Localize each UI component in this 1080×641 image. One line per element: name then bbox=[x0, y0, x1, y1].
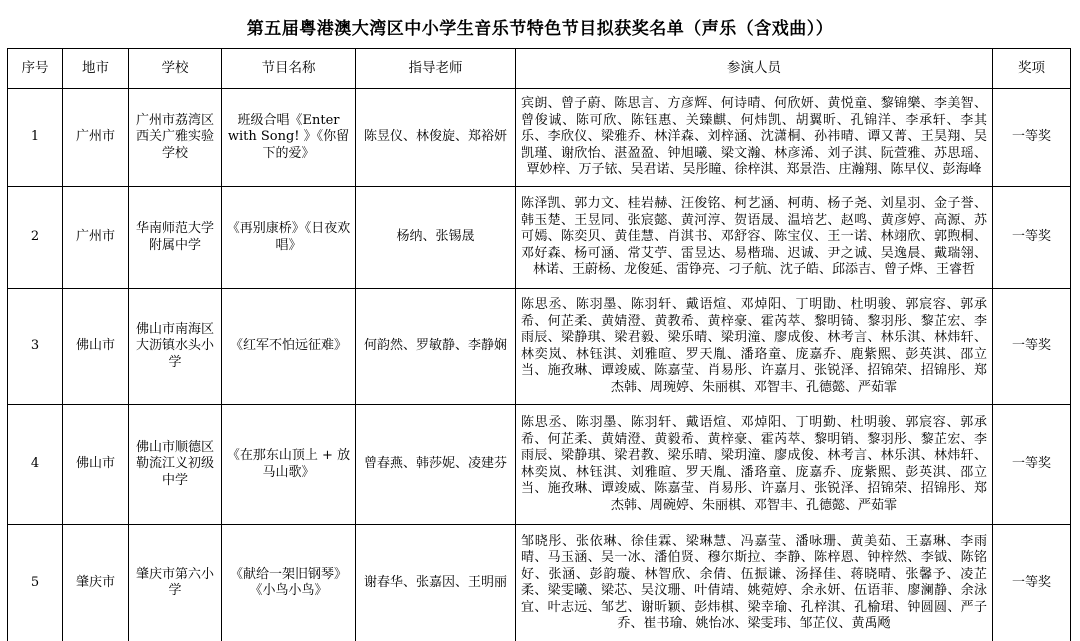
cell-award: 一等奖 bbox=[993, 89, 1071, 187]
cell-performers: 陈思丞、陈羽墨、陈羽轩、戴语煊、邓焯阳、丁明勤、杜明骏、郭宸容、郭承希、何芷柔、黄婧澄、黄毅希、黄梓豪、霍芮萃、黎明销、黎羽彤、黎芷宏、李雨辰、梁静琪、梁君教、梁乐晴、梁玥潼、廖成俊、林考言、林乐淇、林炜轩、林奕岚、林钰淇、刘雅暄、罗天胤、潘珞童、庞嘉乔、庞紫熙、彭英淇、邵立当、施孜琳、谭竣威、陈嘉莹、肖易彤、许嘉月、张锐泽、招锦荣、招锦彤、郑杰韩、周碗婷、朱丽棋、邓智丰、孔德懿、严茹霏 bbox=[516, 405, 993, 525]
table-row bbox=[8, 89, 1071, 187]
header-school: 学校 bbox=[129, 49, 222, 89]
cell-no: 5 bbox=[8, 525, 63, 641]
cell-no: 3 bbox=[8, 289, 63, 405]
cell-teachers: 曾春燕、韩莎妮、凌建芬 bbox=[356, 405, 516, 525]
header-city: 地市 bbox=[63, 49, 129, 89]
table-row bbox=[8, 525, 1071, 641]
cell-program: 《红军不怕远征难》 bbox=[222, 289, 356, 405]
cell-city: 广州市 bbox=[63, 187, 129, 289]
header-award: 奖项 bbox=[993, 49, 1071, 89]
cell-city: 佛山市 bbox=[63, 405, 129, 525]
cell-school: 华南师范大学附属中学 bbox=[129, 187, 222, 289]
header-performers: 参演人员 bbox=[516, 49, 993, 89]
cell-performers: 陈泽凯、郭力文、桂岩赫、汪俊铭、柯艺涵、柯萌、杨子尧、刘星羽、金子誉、韩玉楚、王昱同、张宸懿、黄河淳、贺语晟、温培艺、赵鸣、黄彦婷、高源、苏可嫣、陈奕贝、黄佳慧、肖淇书、邓舒容、陈宝仪、王一诺、林翊欣、郭煦桐、邓好森、杨可涵、常艾苧、雷昱达、易楷瑞、迟诚、尹之诚、吴逸晨、戴瑞翎、林诺、王蔚杨、龙俊延、雷铮亮、刁子航、沈子皓、邱添吉、曾子烨、王睿哲 bbox=[516, 187, 993, 289]
cell-award: 一等奖 bbox=[993, 187, 1071, 289]
cell-no: 4 bbox=[8, 405, 63, 525]
cell-performers: 陈思丞、陈羽墨、陈羽轩、戴语煊、邓焯阳、丁明勖、杜明骏、郭宸容、郭承希、何芷柔、黄婧澄、黄教希、黄梓豪、霍芮萃、黎明锜、黎羽彤、黎芷宏、李雨辰、梁静琪、梁君毅、梁乐晴、梁玥潼、廖成俊、林考言、林乐淇、林炜轩、林奕岚、林钰淇、刘雅暄、罗天胤、潘珞童、庞嘉乔、鹿紫熙、彭英淇、邵立当、施孜琳、谭竣威、陈嘉莹、肖易彤、许嘉月、张锐泽、招锦荣、招锦彤、郑杰韩、周琬婷、朱丽棋、邓智丰、孔德懿、严茹霏 bbox=[516, 289, 993, 405]
table-row bbox=[8, 405, 1071, 525]
cell-city: 佛山市 bbox=[63, 289, 129, 405]
cell-award: 一等奖 bbox=[993, 525, 1071, 641]
cell-award: 一等奖 bbox=[993, 405, 1071, 525]
cell-program: 《再别康桥》《日夜欢唱》 bbox=[222, 187, 356, 289]
cell-teachers: 谢春华、张嘉因、王明丽 bbox=[356, 525, 516, 641]
header-no: 序号 bbox=[8, 49, 63, 89]
cell-city: 肇庆市 bbox=[63, 525, 129, 641]
cell-school: 佛山市南海区大沥镇水头小学 bbox=[129, 289, 222, 405]
table-row bbox=[8, 187, 1071, 289]
cell-no: 2 bbox=[8, 187, 63, 289]
table-row bbox=[8, 289, 1071, 405]
page-title: 第五届粤港澳大湾区中小学生音乐节特色节目拟获奖名单（声乐（含戏曲）） bbox=[246, 19, 834, 39]
cell-program: 《献给一架旧钢琴》《小鸟小鸟》 bbox=[222, 525, 356, 641]
cell-program: 班级合唱《Enter with Song! 》《你留下的爱》 bbox=[222, 89, 356, 187]
cell-performers: 宾朗、曾子蔚、陈思言、方彦辉、何诗晴、何欣妍、黄悦童、黎锦樂、李美智、曾俊诚、陈可欣、陈钰惠、关臻麒、何炜凯、胡翼昕、孔锦洋、李承轩、李其乐、李欣仪、梁雅乔、林洋森、刘梓涵、沈潇桐、孙祎晴、谭又菁、王昊翔、吴凯瑾、谢欣怡、湛盈盈、钟旭曦、梁文瀚、林彦浠、刘子淇、阮萱雅、苏思瑶、覃妙梓、万子铱、吴君诺、吴彤瞳、徐梓淇、郑景浩、庄瀚翔、陈早仪、彭海峰 bbox=[516, 89, 993, 187]
header-teachers: 指导老师 bbox=[356, 49, 516, 89]
cell-teachers: 陈昱仪、林俊旋、郑裕妍 bbox=[356, 89, 516, 187]
cell-school: 广州市荔湾区西关广雅实验学校 bbox=[129, 89, 222, 187]
cell-no: 1 bbox=[8, 89, 63, 187]
cell-school: 肇庆市第六小学 bbox=[129, 525, 222, 641]
cell-city: 广州市 bbox=[63, 89, 129, 187]
award-table bbox=[7, 48, 1071, 641]
cell-award: 一等奖 bbox=[993, 289, 1071, 405]
cell-teachers: 何韵然、罗敏静、李静娴 bbox=[356, 289, 516, 405]
cell-program: 《在那东山顶上 + 放马山歌》 bbox=[222, 405, 356, 525]
cell-performers: 邹晓彤、张依琳、徐佳霖、梁琳慧、冯嘉莹、潘咏珊、黄美茹、王嘉琳、李雨晴、马玉涵、吴一冰、潘伯贤、穆尔斯拉、李静、陈梓恩、钟梓然、李钺、陈铭好、张涵、彭韵璇、林智欣、余倩、伍振谦、汤择佳、蒋晓晴、张馨予、凌芷柔、梁雯曦、梁芯、吴汶珊、叶倩靖、姚菀婷、余永妍、伍语菲、廖澜静、余泳宜、叶志远、邹艺、谢昕颖、彭炜棋、梁幸瑜、孔梓淇、孔榆珺、钟圆圆、严子乔、崔书瑜、姚怡冰、梁雯玮、邹芷仪、黄禹飏 bbox=[516, 525, 993, 641]
table-header-row bbox=[8, 49, 1071, 89]
cell-teachers: 杨纳、张锡晟 bbox=[356, 187, 516, 289]
header-program: 节目名称 bbox=[222, 49, 356, 89]
cell-school: 佛山市顺德区勒流江义初级中学 bbox=[129, 405, 222, 525]
